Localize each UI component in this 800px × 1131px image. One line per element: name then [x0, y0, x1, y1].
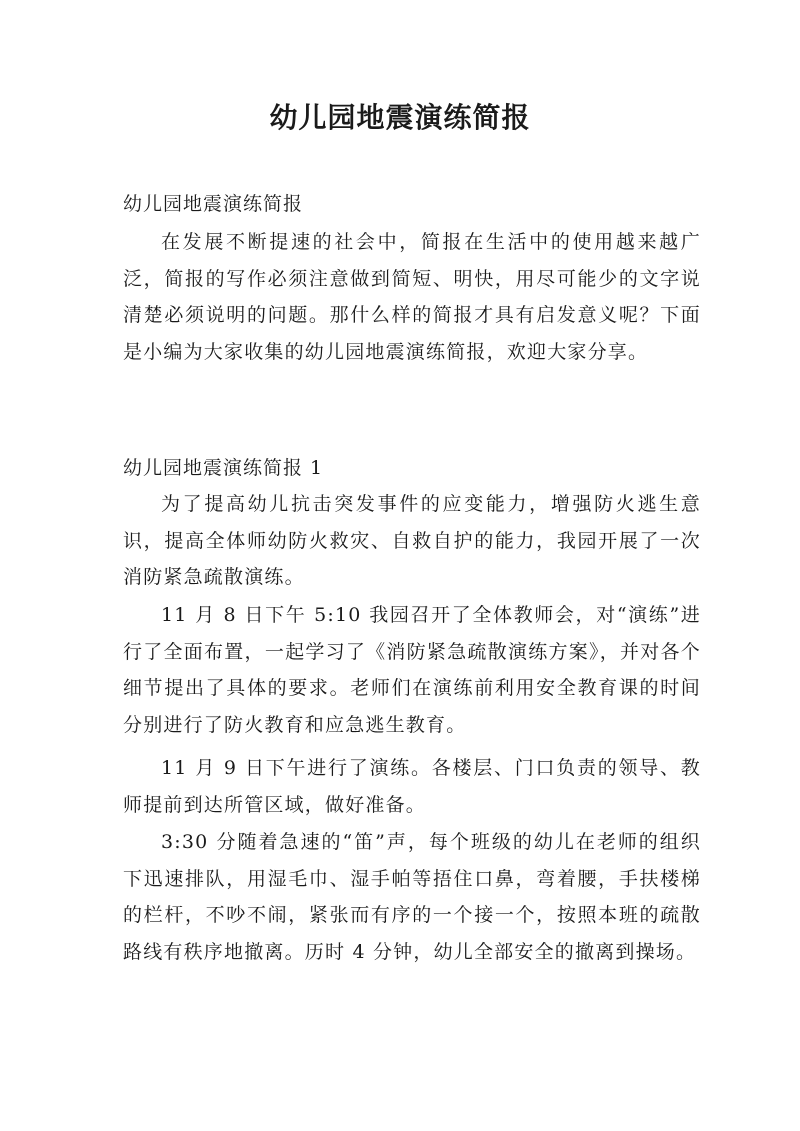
body-paragraph: 为了提高幼儿抗击突发事件的应变能力，增强防火逃生意识，提高全体师幼防火救灾、自救自护的能力，我园开展了一次消防紧急疏散演练。 — [123, 493, 701, 588]
section-heading: 幼儿园地震演练简报 1 — [123, 457, 324, 479]
body-paragraph: 3:30 分随着急速的“笛”声，每个班级的幼儿在老师的组织下迅速排队，用湿毛巾、湿手帕等捂住口鼻，弯着腰，手扶楼梯的栏杆，不吵不闹，紧张而有序的一个接一个，按照本班的疏散路线有秩序地撤离。历时 4 分钟，幼儿全部安全的撤离到操场。 — [123, 831, 701, 963]
intro-paragraph: 在发展不断提速的社会中，简报在生活中的使用越来越广泛，简报的写作必须注意做到简短、明快，用尽可能少的文字说清楚必须说明的问题。那什么样的简报才具有启发意义呢？下面是小编为大家收集的幼儿园地震演练简报，欢迎大家分享。 — [123, 231, 701, 363]
intro-heading: 幼儿园地震演练简报 — [123, 193, 304, 215]
body-paragraph: 11 月 9 日下午进行了演练。各楼层、门口负责的领导、教师提前到达所管区域，做好准备。 — [123, 757, 701, 816]
body-paragraph: 11 月 8 日下午 5:10 我园召开了全体教师会，对“演练”进行了全面布置，一起学习了《消防紧急疏散演练方案》，并对各个细节提出了具体的要求。老师们在演练前利用安全教育课的时间分别进行了防火教育和应急逃生教育。 — [123, 604, 701, 736]
document-title: 幼儿园地震演练简报 — [269, 101, 531, 134]
